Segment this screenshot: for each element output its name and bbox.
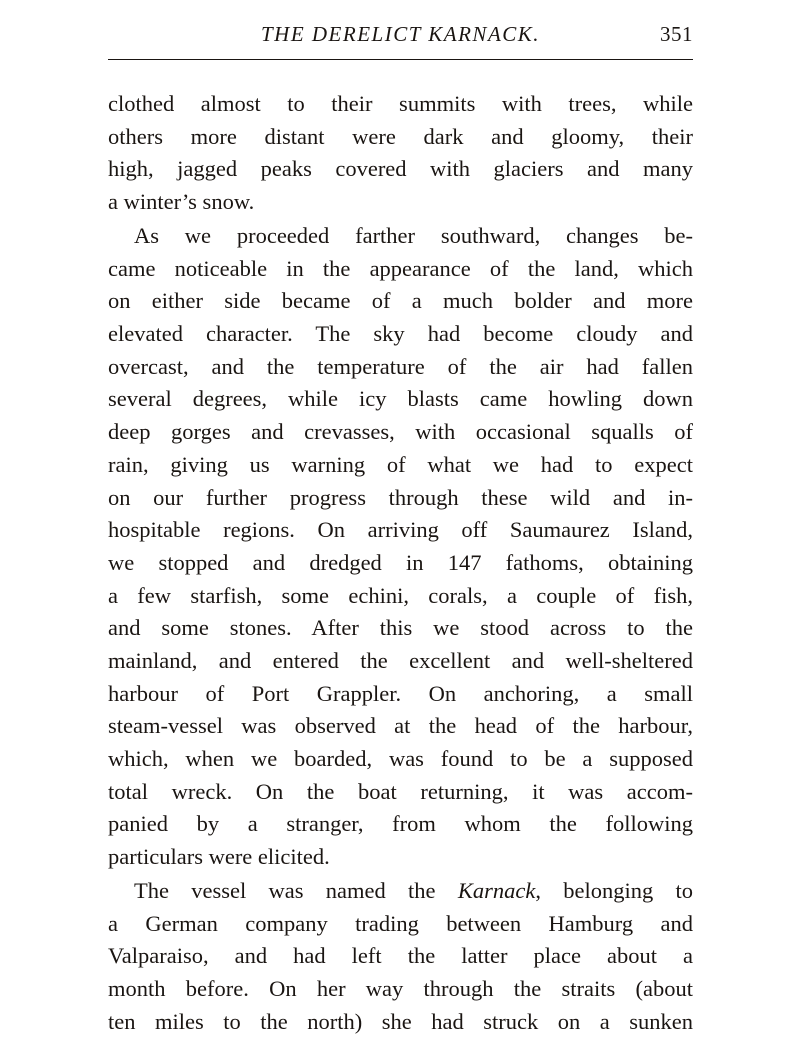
text-line: total wreck. On the boat returning, it was accom-: [108, 778, 693, 804]
body-text: [108, 88, 693, 1039]
ship-name: Karnack: [457, 878, 536, 904]
text-fragment: , belonging to: [535, 878, 694, 904]
text-line: on either side became of a much bolder and more: [108, 288, 693, 314]
text-line: rain, giving us warning of what we had to expect: [108, 451, 693, 477]
text-line: a few starfish, some echini, corals, a couple of fish,: [108, 582, 693, 608]
text-fragment: The vessel was named the: [134, 878, 458, 904]
text-line: a German company trading between Hamburg and: [108, 910, 693, 936]
text-line: came noticeable in the appearance of the land, which: [108, 255, 693, 281]
text-line: hospitable regions. On arriving off Saumaurez Island,: [108, 517, 693, 543]
text-line: which, when we boarded, was found to be a supposed: [108, 746, 693, 772]
text-line: overcast, and the temperature of the air had fallen: [108, 353, 693, 379]
text-line: and some stones. After this we stood across to the: [108, 615, 693, 641]
text-line: ten miles to the north) she had struck on a sunken: [108, 1008, 693, 1034]
header-rule: [108, 59, 693, 60]
text-line: As we proceeded farther southward, changes be-: [134, 223, 693, 249]
paragraph-3: [108, 875, 693, 1038]
text-line: on our further progress through these wild and in-: [108, 484, 693, 510]
text-line: Valparaiso, and had left the latter place about a: [108, 943, 693, 969]
text-line: clothed almost to their summits with trees, while: [108, 91, 693, 116]
text-line: others more distant were dark and gloomy, their: [108, 123, 693, 149]
text-line: month before. On her way through the straits (about: [108, 976, 693, 1002]
paragraph-1: [108, 88, 693, 219]
text-line: [108, 875, 693, 908]
text-line: mainland, and entered the excellent and well-sheltered: [108, 647, 693, 673]
text-line: harbour of Port Grappler. On anchoring, a small: [108, 680, 693, 706]
text-line: panied by a stranger, from whom the following: [108, 811, 693, 837]
text-line: particulars were elicited.: [108, 844, 330, 870]
running-header: [108, 18, 693, 50]
text-line: elevated character. The sky had become cloudy and: [108, 321, 693, 347]
text-line: high, jagged peaks covered with glaciers and many: [108, 156, 693, 182]
paragraph-2: [108, 220, 693, 874]
text-line: steam-vessel was observed at the head of the harbour,: [108, 713, 693, 739]
running-title: THE DERELICT KARNACK.: [260, 22, 541, 46]
text-line: a winter’s snow.: [108, 189, 255, 215]
page-number: 351: [660, 22, 693, 46]
text-line: several degrees, while icy blasts came howling down: [108, 386, 693, 412]
text-line: we stopped and dredged in 147 fathoms, obtaining: [108, 549, 693, 575]
book-page: [108, 18, 694, 1034]
text-line: deep gorges and crevasses, with occasional squalls of: [108, 419, 693, 445]
